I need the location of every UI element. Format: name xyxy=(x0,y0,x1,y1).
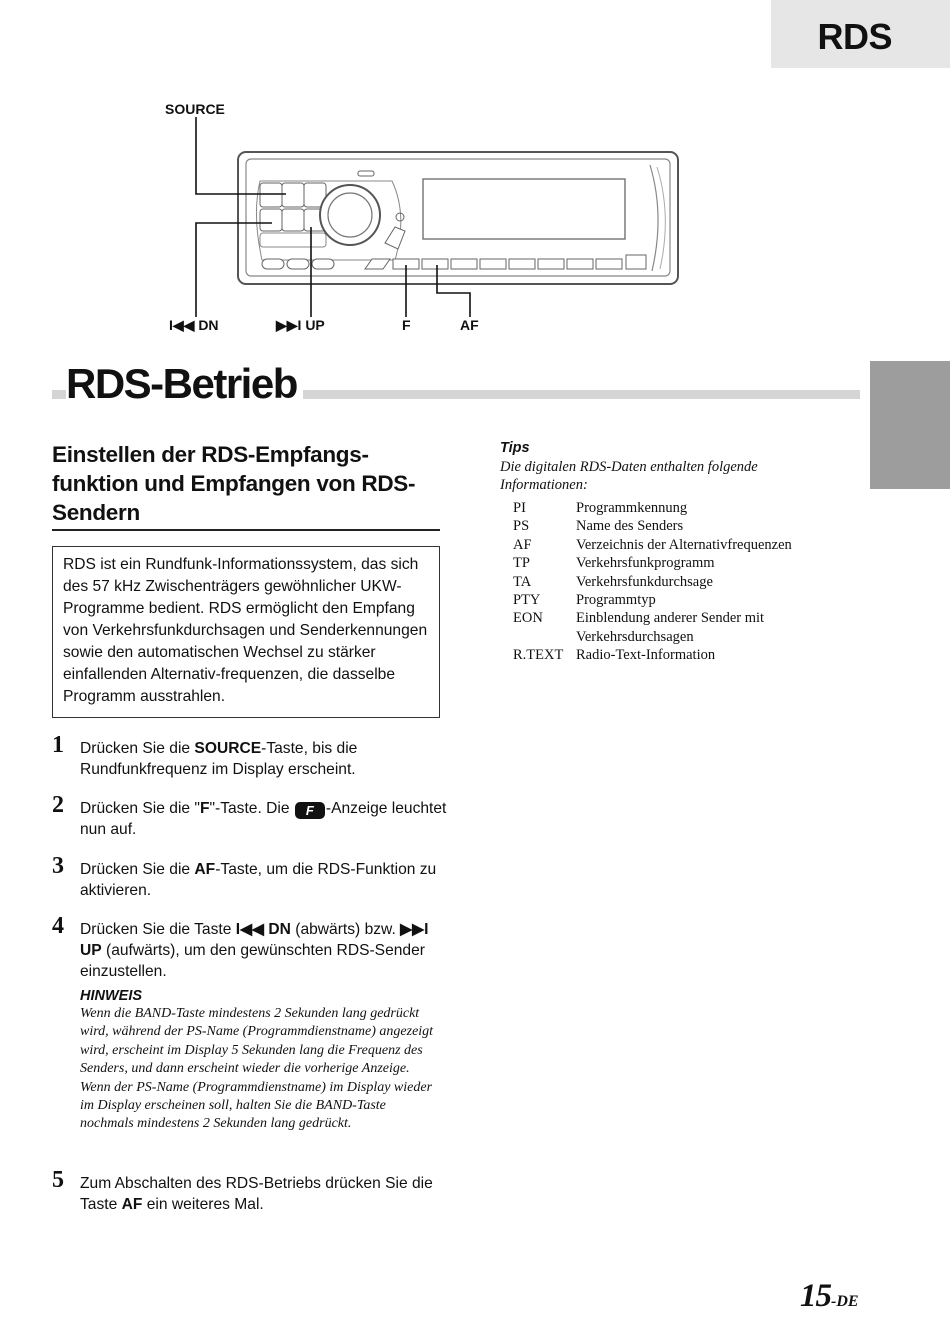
step-number: 2 xyxy=(52,792,64,818)
section-tab xyxy=(771,0,950,68)
page-number: 15-DE xyxy=(800,1278,859,1314)
callout-source: SOURCE xyxy=(165,101,225,117)
callout-up: ▶▶I UP xyxy=(276,317,325,333)
section-tab-label: RDS xyxy=(817,16,892,57)
table-row: TA Verkehrsfunkdurchsage xyxy=(513,573,713,590)
intro-box: RDS ist ein Rundfunk-Informationssystem, das sich des 57 kHz Zwischenträgers gewöhnlicher UKW-Programme bedient. RDS ermöglicht den Empfang von Verkehrsfunkdurchsagen und Senderkennungen sowie den automatischen Wechsel zu stärker einfallenden Alternativ-frequenzen, die dasselbe Programm ausstrahlen. xyxy=(52,546,440,718)
note-text: Wenn die BAND-Taste mindestens 2 Sekunden lang gedrückt wird, während der PS-Name (Programmdienstname) angezeigt wird, erscheint im Display 5 Sekunden lang die Frequenz des Senders, und dann erscheint wieder die vorherige Anzeige. Wenn der PS-Name (Programmdienstname) im Display wieder im Display erscheinen soll, halten Sie die BAND-Taste nochmals mindestens 2 Sekunden lang gedrückt. xyxy=(80,1006,434,1132)
tips-heading: Tips xyxy=(500,440,530,456)
section-title: Einstellen der RDS-Empfangs-funktion und Empfangen von RDS-Sendern xyxy=(52,442,416,525)
f-indicator-icon: F xyxy=(295,802,325,819)
side-thumb-tab xyxy=(870,361,950,489)
step-5 xyxy=(52,1167,452,1217)
callout-f: F xyxy=(402,317,411,333)
table-row: PS Name des Senders xyxy=(513,518,684,535)
step-text: Zum Abschalten des RDS-Betriebs drücken Sie die Taste AF ein weiteres Mal. xyxy=(80,1175,433,1213)
table-row: PTY Programmtyp xyxy=(513,592,656,609)
head-unit-diagram xyxy=(160,95,700,340)
step-text: Drücken Sie die SOURCE-Taste, bis die Rundfunkfrequenz im Display erscheint. xyxy=(80,740,358,778)
head-unit-illustration xyxy=(160,95,700,340)
step-text: Drücken Sie die "F"-Taste. Die F -Anzeige leuchtet nun auf. xyxy=(80,800,447,838)
callout-af: AF xyxy=(460,317,479,333)
step-4 xyxy=(52,913,452,985)
step-number: 4 xyxy=(52,913,64,939)
table-row: EON Einblendung anderer Sender mit Verkehrsdurchsagen xyxy=(513,610,765,645)
step-number: 1 xyxy=(52,732,64,758)
step-2 xyxy=(52,792,452,842)
table-row: PI Programmkennung xyxy=(513,500,688,516)
step-text: Drücken Sie die Taste I◀◀ DN (abwärts) bzw. ▶▶I UP (aufwärts), um den gewünschten RDS-Sender einzustellen. xyxy=(80,921,429,980)
step-text: Drücken Sie die AF-Taste, um die RDS-Funktion zu aktivieren. xyxy=(80,861,437,899)
tips-table xyxy=(513,499,853,665)
table-row: AF Verzeichnis der Alternativfrequenzen xyxy=(513,536,792,553)
step-number: 5 xyxy=(52,1167,64,1193)
step-3 xyxy=(52,853,452,903)
step-number: 3 xyxy=(52,853,64,879)
section-rule xyxy=(52,529,440,531)
page-title: RDS-Betrieb xyxy=(66,358,303,410)
table-row: R.TEXT Radio-Text-Information xyxy=(513,647,716,664)
step-1 xyxy=(52,732,452,782)
note-heading: HINWEIS xyxy=(80,988,143,1004)
table-row: TP Verkehrsfunkprogramm xyxy=(513,555,715,572)
callout-dn: I◀◀ DN xyxy=(169,317,219,333)
tips-intro: Die digitalen RDS-Daten enthalten folgende Informationen: xyxy=(500,459,758,494)
